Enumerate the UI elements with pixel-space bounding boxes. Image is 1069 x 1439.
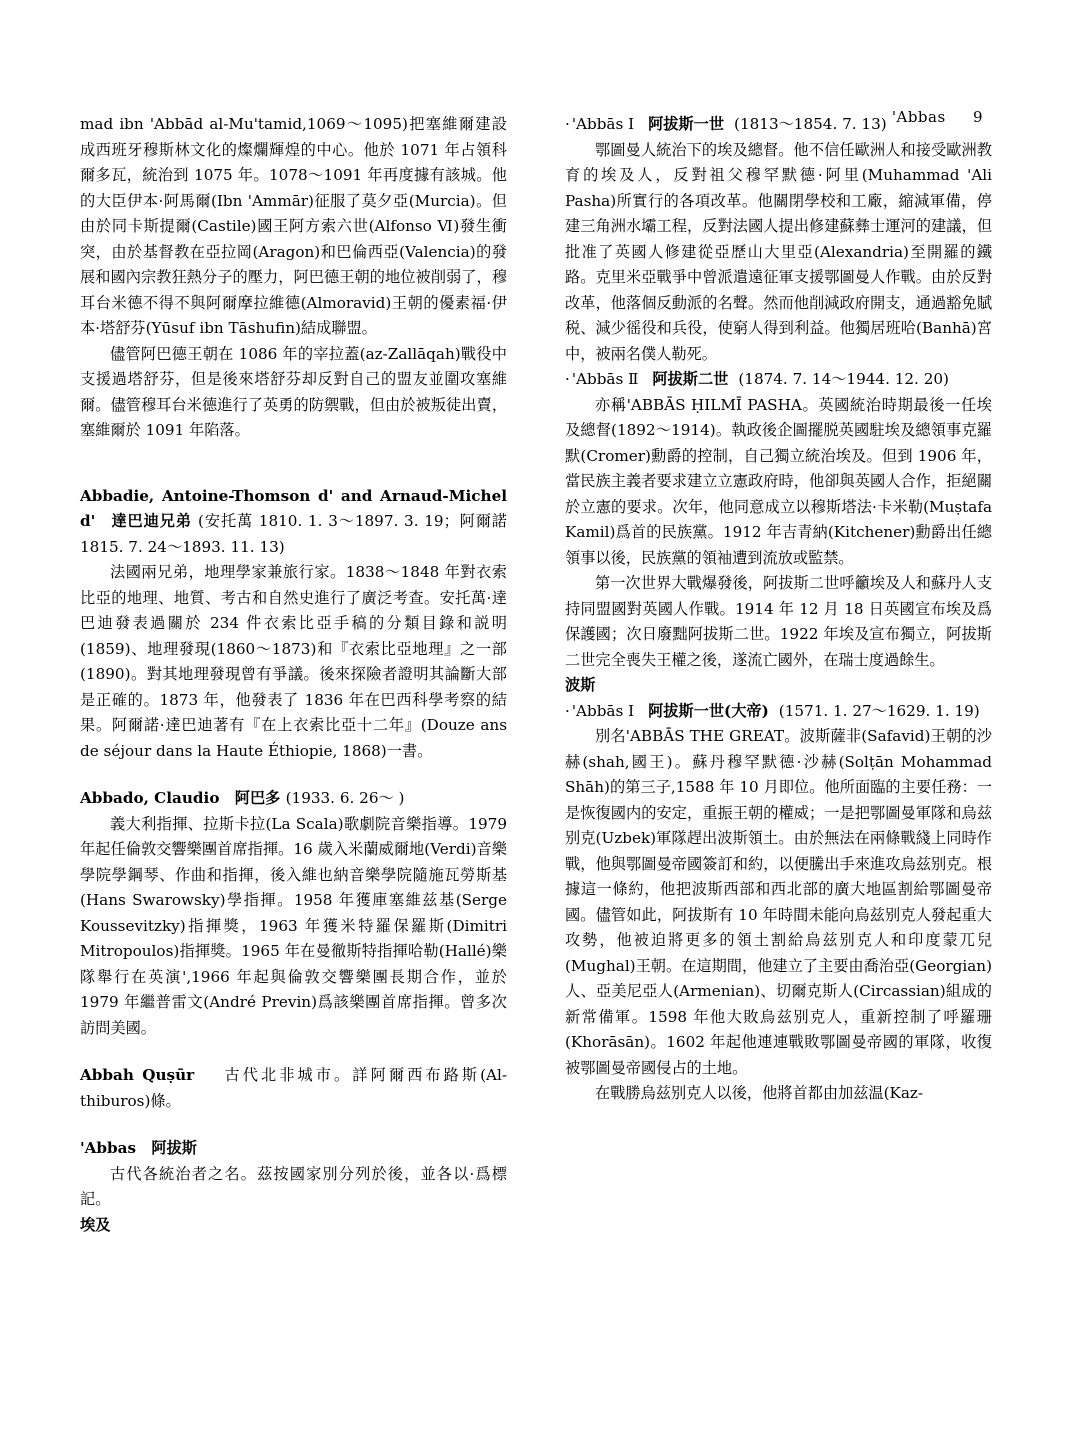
- subentry-name-chinese: 阿拔斯一世: [648, 115, 725, 133]
- subentry-dates: (1813～1854. 7. 13): [734, 115, 887, 133]
- continuation-paragraph-2: 儘管阿巴德王朝在 1086 年的宰拉蓋(az-Zallāqah)戰役中支援過塔舒芬，但是後來塔舒芬却反對自己的盟友並圍攻塞維爾。儘管穆耳台米德進行了英勇的防禦戰，但由於被叛徒出賣，塞維爾於 1091 年陷落。: [80, 344, 507, 439]
- entry-headword-abbado: [80, 786, 507, 812]
- headword-dates: (安托萬 1810. 1. 3～1897. 3. 19；阿爾諾 1815. 7. 24～1893. 11. 13): [80, 512, 507, 556]
- bullet-marker: ·: [565, 701, 572, 720]
- subentry-abbas-ii-egypt: [565, 367, 992, 393]
- entry-headword-abbas: [80, 1136, 507, 1162]
- headword-latin: 'Abbas: [80, 1139, 137, 1157]
- subentry-name: 'Abbās Ⅰ: [571, 701, 635, 720]
- headword-latin: Abbadie, Antoine-Thomson d' and Arnaud-Michel d': [80, 486, 507, 530]
- entry-body-abbah-qusur: 古代北非城市。詳阿爾西布路斯(Al-thiburos)條。: [80, 1066, 507, 1110]
- entry-body-abbas: 古代各統治者之名。茲按國家別分列於後，並各以·爲標記。: [80, 1164, 507, 1208]
- headword-chinese: 阿拔斯: [151, 1139, 197, 1157]
- bullet-marker: ·: [565, 115, 572, 133]
- subentry-body-abbas-i-persia: 別名'ABBĀS THE GREAT。波斯薩非(Safavid)王朝的沙赫(shah,國王)。蘇丹穆罕默德·沙赫(Solṭān Mohammad Shāh)的第三子,1588 年 10 月即位。他所面臨的主要任務：一是恢復國内的安定，重振王朝的權威；一是把鄂圖曼軍隊和烏兹别克(Uzbek)軍隊趕出波斯領土。由於無法在兩條戰綫上同時作戰，他與鄂圖曼帝國簽訂和約，以便騰出手來進攻烏兹别克。根據這一條約，他把波斯西部和西北部的廣大地區割給鄂圖曼帝國。儘管如此，阿拔斯有 10 年時間未能向烏兹别克人發起重大攻勢，他被迫將更多的領土割給烏兹别克人和印度蒙兀兒(Mughal)王朝。在這期間，他建立了主要由喬治亞(Georgian)人、亞美尼亞人(Armenian)、切爾克斯人(Circassian)組成的新常備軍。1598 年他大敗烏兹别克人，重新控制了呼羅珊(Khorāsān)。1602 年起他連連戰敗鄂圖曼帝國的軍隊，收復被鄂圖曼帝國侵占的土地。: [565, 727, 992, 1077]
- subentry-body2-abbas-ii-egypt: 第一次世界大戰爆發後，阿拔斯二世呼籲埃及人和蘇丹人支持同盟國對英國人作戰。1914 年 12 月 18 日英國宣布埃及爲保護國；次日廢黜阿拔斯二世。1922 年埃及宣布獨立，阿拔斯二世完全喪失王權之後，遂流亡國外，在瑞士度過餘生。: [565, 574, 992, 669]
- subentry-name: 'Abbās Ⅱ: [571, 370, 639, 388]
- section-label-egypt: 埃及: [80, 1215, 111, 1234]
- continuation-paragraph-1: mad ibn 'Abbād al-Mu'tamid,1069～1095)把塞維爾建設成西班牙穆斯林文化的燦爛輝煌的中心。他於 1071 年占領科爾多瓦，統治到 1075 年。1078～1091 年再度據有該城。他的大臣伊本·阿馬爾(Ibn 'Ammār)征服了莫夕亞(Murcia)。但由於同卡斯提爾(Castile)國王阿方索六世(Alfonso Ⅵ)發生衝突，由於基督教在亞拉岡(Aragon)和巴倫西亞(Valencia)的發展和國內宗教狂熱分子的壓力，阿巴德王朝的地位被削弱了，穆耳台米德不得不與阿爾摩拉維德(Almoravid)王朝的優素福·伊本·塔舒芬(Yūsuf ibn Tāshufin)結成聯盟。: [80, 115, 507, 337]
- right-column: [565, 112, 992, 1238]
- headword-dates: (1933. 6. 26～ ): [285, 789, 405, 807]
- subentry-name-chinese: 阿拔斯一世(大帝): [648, 701, 769, 720]
- spacer: [80, 1114, 507, 1136]
- subentry-name-chinese: 阿拔斯二世: [652, 370, 729, 388]
- subentry-name: 'Abbās Ⅰ: [571, 115, 635, 133]
- headword-latin: Abbado, Claudio: [80, 789, 220, 807]
- entry-headword-abbadie: [80, 484, 507, 561]
- section-label-persia: 波斯: [565, 676, 596, 694]
- subentry-dates: (1571. 1. 27～1629. 1. 19): [778, 701, 980, 720]
- entry-body-abbado: 義大利指揮、拉斯卡拉(La Scala)歌劇院音樂指導。1979 年起任倫敦交響樂團首席指揮。16 歲入米蘭威爾地(Verdi)音樂學院學鋼琴、作曲和指揮，後入維也納音樂學院隨施瓦勞斯基(Hans Swarowsky)學指揮。1958 年獲庫塞維兹基(Serge Koussevitzky)指揮獎，1963 年獲米特羅保羅斯(Dimitri Mitropoulos)指揮獎。1965 年在曼徹斯特指揮哈勒(Hallé)樂隊舉行在英演',1966 年起與倫敦交響樂團長期合作，並於 1979 年繼普雷文(André Previn)爲該樂團首席指揮。曾多次訪問美國。: [80, 814, 507, 1037]
- headword-latin: Abbah Quṣūr: [80, 1066, 195, 1084]
- headword-chinese: 達巴迪兄弟: [111, 512, 192, 530]
- bullet-marker: ·: [565, 370, 572, 388]
- spacer: [80, 444, 507, 484]
- subentry-abbas-i-persia: [565, 699, 992, 725]
- subentry-body-abbas-ii-egypt: 亦稱'ABBĀS ḤILMĪ PASHA。英國統治時期最後一任埃及總督(1892～1914)。執政後企圖擺脱英國駐埃及總領事克羅默(Cromer)勳爵的控制，自己獨立統治埃及。但到 1906 年，當民族主義者要求建立立憲政府時，他卻與英國人合作，拒絕關於立憲的要求。次年，他同意成立以穆斯塔法·卡米勒(Muṣtafa Kamil)爲首的民族黨。1912 年吉青納(Kitchener)勳爵出任總領事以後，民族黨的領袖遭到流放或監禁。: [565, 395, 992, 567]
- two-column-body: [80, 112, 992, 1238]
- spacer: [80, 764, 507, 786]
- subentry-body2-abbas-i-persia: 在戰勝烏兹别克人以後，他將首都由加兹温(Kaz-: [595, 1084, 924, 1102]
- subentry-body-abbas-i-egypt: 鄂圖曼人統治下的埃及總督。他不信任歐洲人和接受歐洲教育的埃及人，反對祖父穆罕默德·阿里(Muhammad 'Ali Pasha)所實行的各項改革。他關閉學校和工廠，縮減軍備，停建三角洲水壩工程，反對法國人提出修建蘇彝士運河的建議，但批准了英國人修建從亞歷山大里亞(Alexandria)至開羅的鐵路。克里米亞戰爭中曾派遣遠征軍支援鄂圖曼人作戰。由於反對改革，他落個反動派的名聲。然而他削減政府開支，通過豁免賦税、減少徭役和兵役，使窮人得到利益。他獨居班哈(Banhā)宮中，被兩名僕人勒死。: [565, 140, 992, 363]
- spacer: [80, 1041, 507, 1063]
- subentry-dates: (1874. 7. 14～1944. 12. 20): [738, 370, 949, 388]
- entry-headword-abbah-qusur: [80, 1063, 507, 1114]
- running-head-title: 'Abbas: [891, 108, 946, 126]
- headword-chinese: 阿巴多: [234, 789, 281, 807]
- entry-body-abbadie: 法國兩兄弟，地理學家兼旅行家。1838～1848 年對衣索比亞的地理、地質、考古和自然史進行了廣泛考查。安托萬·達巴迪發表過關於 234 件衣索比亞手稿的分類目錄和説明(1859)、地理發現(1860～1873)和『衣索比亞地理』之一部(1890)。對其地理發現曾有爭議。後來探險者證明其論斷大部是正確的。1873 年，他發表了 1836 年在巴西科學考察的結果。阿爾諾·達巴迪著有『在上衣索比亞十二年』(Douze ans de séjour dans la Haute Éthiopie, 1868)一書。: [80, 563, 507, 760]
- subentry-abbas-i-egypt: [565, 112, 992, 138]
- page-number: 9: [972, 108, 983, 126]
- left-column: [80, 112, 507, 1238]
